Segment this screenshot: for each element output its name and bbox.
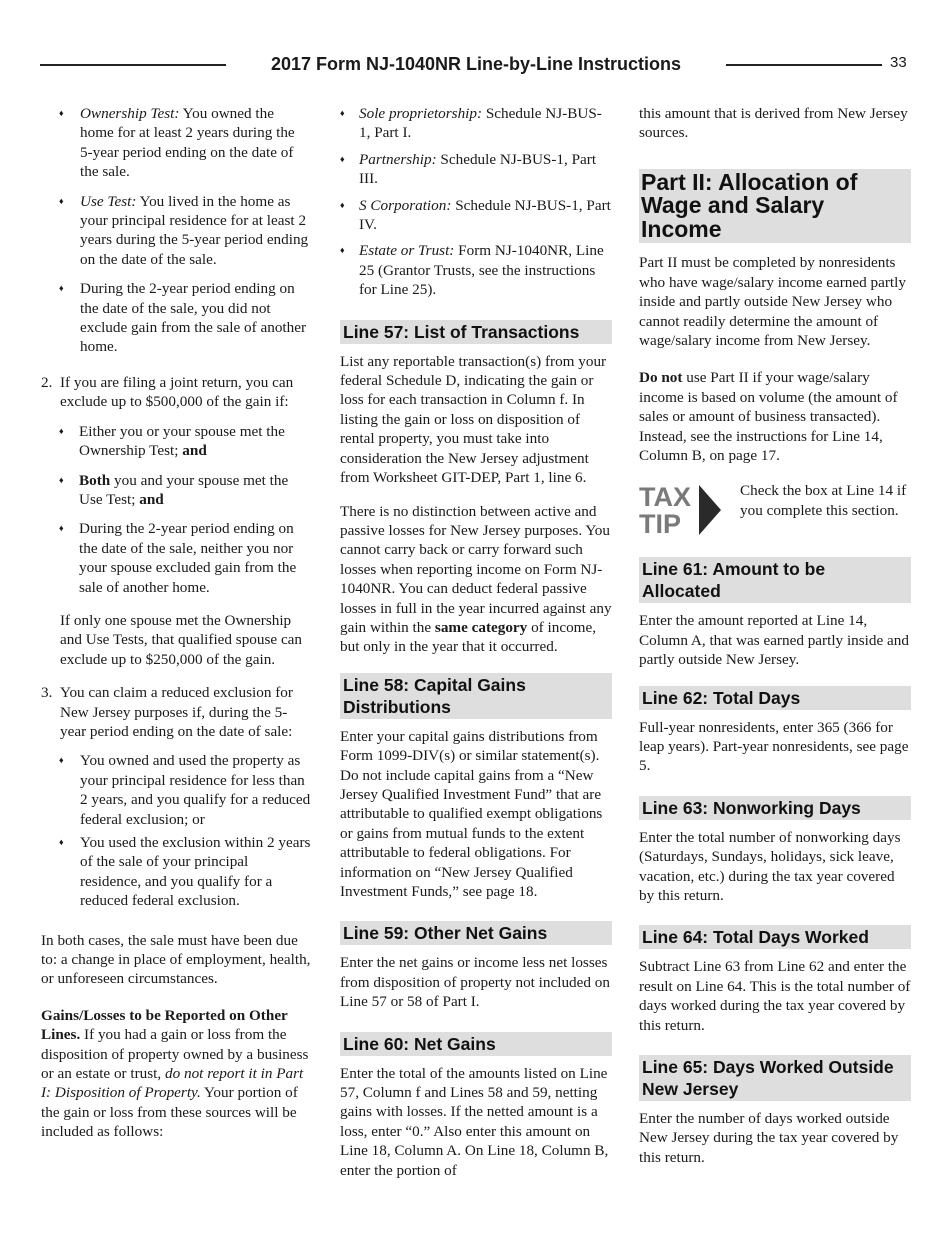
section-heading: Line 64: Total Days Worked bbox=[639, 925, 911, 949]
column-2 bbox=[340, 104, 612, 1194]
section-heading: Line 63: Nonworking Days bbox=[639, 796, 911, 820]
paragraph: Gains/Losses to be Reported on Other Lines. If you had a gain or loss from the disposition of property owned by a business or an estate or trust, do not report it in Part I: Disposition of Property. Your portion of the gain or loss from these sources will be included as follows: bbox=[41, 1006, 309, 1141]
list-item: ♦ You used the exclusion within 2 years of the sale of your principal residence, and you qualify for a reduced federal exclusion. bbox=[41, 833, 311, 911]
tax-tip bbox=[639, 481, 911, 541]
section-heading: Line 60: Net Gains bbox=[340, 1032, 612, 1056]
paragraph: Enter the net gains or income less net losses from disposition of property not included on Line 57 or 58 of Part I. bbox=[340, 954, 610, 1011]
paragraph: Enter your capital gains distributions from Form 1099-DIV(s) or similar statement(s). Do not include capital gains from a “New Jersey Qualified Investment Fund” that are attributable to qualified exempt obligations or gains from mutual funds to the extent attributable to federal obligations. For information on “New Jersey Qualified Investment Funds,” see page 18. bbox=[340, 727, 603, 900]
section-heading: Line 57: List of Transactions bbox=[340, 320, 612, 344]
paragraph: Subtract Line 63 from Line 62 and enter the result on Line 64. This is the total number of days worked during the tax year covered by this return. bbox=[639, 958, 911, 1034]
paragraph: In both cases, the sale must have been due to: a change in place of employment, health, or unforeseen circumstances. bbox=[41, 931, 311, 988]
list-item: ♦ Sole proprietorship: Schedule NJ-BUS-1, Part I. bbox=[340, 104, 612, 143]
list-item: ♦ Either you or your spouse met the Ownership Test; and bbox=[41, 422, 311, 461]
tax-tip-text: Check the box at Line 14 if you complete this section. bbox=[740, 482, 907, 519]
paragraph: this amount that is derived from New Jersey sources. bbox=[639, 105, 908, 142]
section-heading: Line 59: Other Net Gains bbox=[340, 921, 612, 945]
list-item: ♦ You owned and used the property as your principal residence for less than 2 years, and you qualify for a reduced federal exclusion; or bbox=[41, 751, 311, 829]
numbered-item-3: 3. You can claim a reduced exclusion for New Jersey purposes if, during the 5-year period ending on the date of sale: bbox=[41, 684, 293, 740]
header-rule-left bbox=[40, 64, 226, 66]
section-heading: Line 61: Amount to be Allocated bbox=[639, 557, 911, 603]
paragraph: Enter the number of days worked outside New Jersey during the tax year covered by this return. bbox=[639, 1110, 899, 1166]
paragraph: Full-year nonresidents, enter 365 (366 for leap years). Part-year nonresidents, see page 5. bbox=[639, 718, 909, 775]
page-title: 2017 Form NJ-1040NR Line-by-Line Instructions bbox=[270, 54, 682, 74]
paragraph: Enter the total number of nonworking days (Saturdays, Sundays, holidays, sick leave, vacation, etc.) during the tax year covered by this return. bbox=[639, 828, 901, 905]
paragraph: Do not use Part II if your wage/salary income is based on volume (the amount of sales or amount of business transacted). Instead, see the instructions for Line 14, Column B, on page 17. bbox=[639, 369, 898, 464]
tax-tip-arrow bbox=[699, 485, 721, 535]
list-item: ♦ Estate or Trust: Form NJ-1040NR, Line 25 (Grantor Trusts, see the instructions for Line 25). bbox=[340, 241, 612, 299]
column-1 bbox=[41, 104, 311, 1156]
list-item: ♦ Both you and your spouse met the Use Test; and bbox=[41, 471, 311, 510]
list-item: ♦ Ownership Test: You owned the home for at least 2 years during the 5-year period ending on the date of the sale. bbox=[41, 104, 311, 182]
tax-tip-icon bbox=[639, 481, 725, 539]
list-item: ♦ S Corporation: Schedule NJ-BUS-1, Part IV. bbox=[340, 196, 612, 235]
list-item: ♦ During the 2-year period ending on the date of the sale, you did not exclude gain from the sale of another home. bbox=[41, 279, 311, 357]
column-3 bbox=[639, 104, 911, 1181]
tax-tip-word-tip: TIP bbox=[639, 509, 682, 540]
header-rule-right bbox=[726, 64, 882, 66]
section-heading: Line 58: Capital Gains Distributions bbox=[340, 673, 612, 719]
paragraph: Enter the total of the amounts listed on Line 57, Column f and Lines 58 and 59, netting gains with losses. If the netted amount is a loss, enter “0.” Also enter this amount on Line 18, Column A. On Line 18, Column B, enter the portion of bbox=[340, 1064, 609, 1179]
part-heading: Part II: Allocation of Wage and Salary Income bbox=[639, 169, 911, 244]
list-item: ♦ Partnership: Schedule NJ-BUS-1, Part III. bbox=[340, 150, 612, 189]
paragraph: Enter the amount reported at Line 14, Column A, that was earned partly inside and partly outside New Jersey. bbox=[639, 612, 909, 669]
section-heading: Line 62: Total Days bbox=[639, 686, 911, 710]
paragraph: List any reportable transaction(s) from your federal Schedule D, indicating the gain or loss for each transaction in Column f. In listing the gain or loss on disposition of rental property, you must take into consideration the New Jersey adjustment from Worksheet GIT-DEP, Part 1, line 6. bbox=[340, 352, 607, 487]
paragraph: There is no distinction between active and passive losses for New Jersey purposes. You cannot carry back or carry forward such losses when reporting income on Form NJ-1040NR. You can deduct federal passive losses in full in the year incurred against any gain within the same category of income, but only in the year that it occurred. bbox=[340, 502, 612, 656]
page-number: 33 bbox=[890, 54, 907, 71]
list-item: ♦ During the 2-year period ending on the date of the sale, neither you nor your spouse excluded gain from the sale of another home. bbox=[41, 519, 311, 597]
page-header bbox=[40, 50, 920, 82]
section-heading: Line 65: Days Worked Outside New Jersey bbox=[639, 1055, 911, 1101]
numbered-item-2: 2. If you are filing a joint return, you can exclude up to $500,000 of the gain if: bbox=[41, 373, 294, 411]
paragraph: If only one spouse met the Ownership and Use Tests, that qualified spouse can exclude up to $250,000 of the gain. bbox=[60, 611, 303, 668]
list-item: ♦ Use Test: You lived in the home as your principal residence for at least 2 years during the 5-year period ending on the date of the sale. bbox=[41, 192, 311, 270]
tax-tip-word-tax: TAX bbox=[639, 482, 691, 513]
paragraph: Part II must be completed by nonresidents who have wage/salary income earned partly inside and partly outside New Jersey who cannot readily determine the amount of wage/salary income from New Jersey. bbox=[639, 254, 906, 349]
